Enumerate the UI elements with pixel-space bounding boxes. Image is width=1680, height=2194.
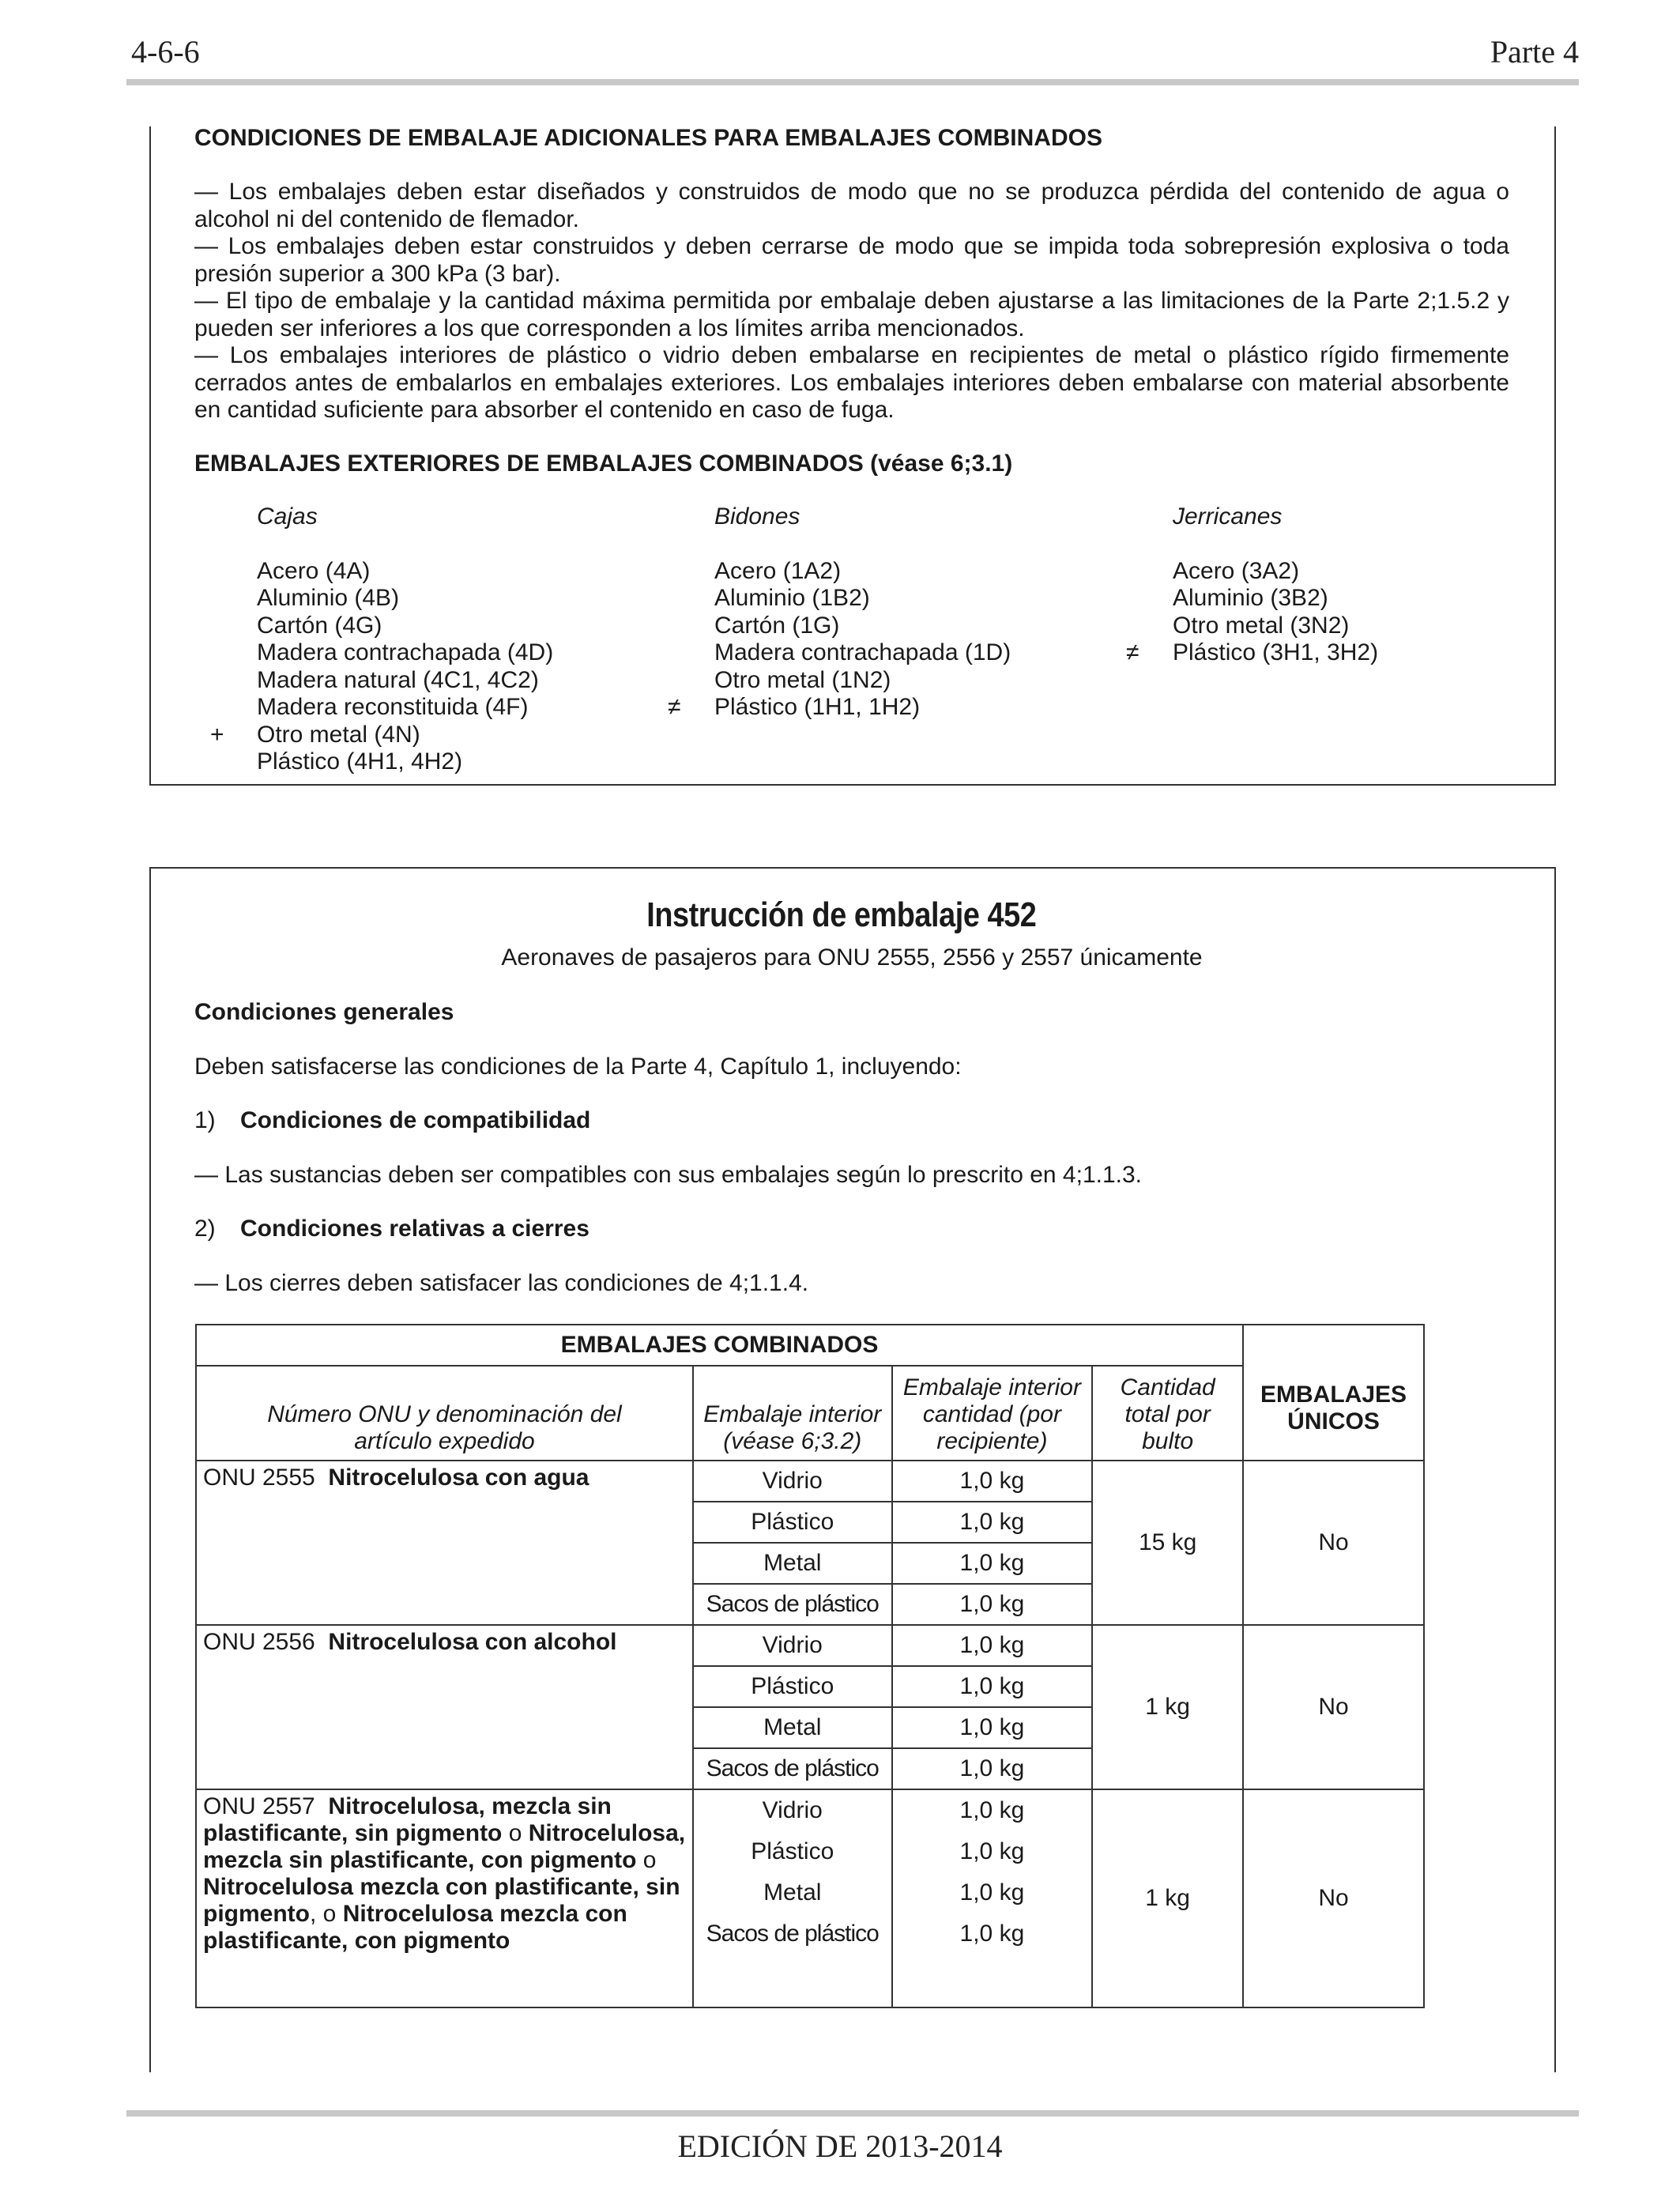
inner-packaging-cell: Metal [693, 1543, 892, 1584]
inner-packaging-cell: Metal [693, 1872, 892, 1913]
not-equal-marker: ≠ [668, 694, 681, 720]
inner-packaging-cell: Vidrio [693, 1625, 892, 1666]
packaging-table [195, 1324, 1425, 2008]
quantity-cell: 1,0 kg [892, 1913, 1093, 1955]
inner-quantity-header: Embalaje interior cantidad (por recipiente) [892, 1366, 1093, 1461]
inner-packaging-cell: Sacos de plástico [693, 1748, 892, 1789]
table-row [196, 1625, 1424, 1666]
bidones-item: Madera contrachapada (1D) [714, 639, 1011, 665]
footer-rule [126, 2110, 1579, 2117]
condition-item: — Los embalajes interiores de plástico o vidrio deben embalarse en recipientes de metal o plástico rígido firmemente cerrados antes de embalarlos en embalajes exteriores. Los embalajes interiores deben embalarse con material absorbente en cantidad suficiente para absorber el contenido en caso de fuga. [194, 342, 1509, 423]
quantity-cell: 1,0 kg [892, 1584, 1093, 1625]
proper-shipping-name: Nitrocelulosa mezcla con plastificante, sin pigmento [203, 1874, 680, 1927]
item-number: 2) [194, 1216, 216, 1242]
combined-packagings-header: EMBALAJES COMBINADOS [196, 1325, 1243, 1366]
un-column-header: Número ONU y denominación del artículo expedido [196, 1366, 693, 1461]
jerricanes-item: Plástico (3H1, 3H2) [1173, 639, 1379, 665]
total-quantity-header: Cantidad total por bulto [1092, 1366, 1243, 1461]
inner-packaging-cell: Plástico [693, 1502, 892, 1543]
condition-item: — Los embalajes deben estar construidos y deben cerrarse de modo que se impida toda sobrepresión explosiva o toda presión superior a 300 kPa (3 bar). [194, 233, 1509, 287]
empty-cell [693, 1955, 892, 2007]
un-entry [196, 1461, 693, 1625]
cajas-item: Cartón (4G) [257, 612, 382, 639]
jerricanes-item: Acero (3A2) [1173, 557, 1300, 584]
total-quantity-cell: 15 kg [1092, 1461, 1243, 1625]
jerricanes-item: Aluminio (3B2) [1173, 585, 1328, 611]
bidones-item: Cartón (1G) [714, 612, 840, 639]
proper-shipping-name: Nitrocelulosa con alcohol [328, 1629, 617, 1655]
compatibility-heading: Condiciones de compatibilidad [240, 1107, 591, 1133]
cajas-item: Otro metal (4N) [257, 721, 420, 748]
single-packaging-cell: No [1243, 1625, 1424, 1789]
closures-text: — Los cierres deben satisfacer las condiciones de 4;1.1.4. [194, 1270, 809, 1296]
condition-item: — Los embalajes deben estar diseñados y construidos de modo que no se produzca pérdida del contenido de agua o alcohol ni del contenido de flemador. [194, 179, 1509, 232]
inner-packaging-cell: Sacos de plástico [693, 1584, 892, 1625]
bidones-item: Acero (1A2) [714, 557, 842, 584]
total-quantity-cell: 1 kg [1092, 1625, 1243, 1789]
cajas-item: Madera reconstituida (4F) [257, 694, 529, 720]
cajas-title: Cajas [257, 503, 318, 530]
not-equal-marker: ≠ [1126, 639, 1139, 665]
additional-conditions-heading: CONDICIONES DE EMBALAJE ADICIONALES PARA EMBALAJES COMBINADOS [194, 125, 1102, 151]
bidones-item: Plástico (1H1, 1H2) [714, 694, 921, 720]
cajas-column [257, 503, 553, 776]
bidones-column [714, 503, 1011, 722]
empty-cell [892, 1955, 1093, 2007]
table-row [196, 1789, 1424, 1831]
instruction-title: Instrucción de embalaje 452 [646, 895, 1037, 934]
quantity-cell: 1,0 kg [892, 1748, 1093, 1789]
quantity-cell: 1,0 kg [892, 1831, 1093, 1872]
proper-shipping-name: Nitrocelulosa, mezcla sin plastificante, con pigmento [203, 1820, 686, 1873]
proper-shipping-name: Nitrocelulosa, mezcla sin plastificante, sin pigmento [203, 1793, 612, 1846]
quantity-cell: 1,0 kg [892, 1872, 1093, 1913]
edition-footer: EDICIÓN DE 2013-2014 [677, 2128, 1003, 2164]
additional-conditions-list [194, 179, 1509, 424]
un-number: ONU 2555 [203, 1465, 315, 1491]
proper-shipping-name: Nitrocelulosa mezcla con plastificante, con pigmento [203, 1901, 627, 1954]
table-header-row [196, 1366, 1424, 1461]
table-row [196, 1461, 1424, 1502]
item-number: 1) [194, 1107, 216, 1133]
connector-text: o [502, 1820, 529, 1846]
quantity-cell: 1,0 kg [892, 1666, 1093, 1707]
outer-packagings-heading: EMBALAJES EXTERIORES DE EMBALAJES COMBINADOS (véase 6;3.1) [194, 450, 1013, 477]
inner-packaging-cell: Vidrio [693, 1789, 892, 1831]
quantity-cell: 1,0 kg [892, 1543, 1093, 1584]
connector-text: , o [310, 1901, 343, 1927]
single-packagings-header: EMBALAJES ÚNICOS [1243, 1325, 1424, 1461]
general-conditions-intro: Deben satisfacerse las condiciones de la Parte 4, Capítulo 1, incluyendo: [194, 1054, 962, 1080]
proper-shipping-name: Nitrocelulosa con agua [328, 1465, 590, 1491]
page-number: 4-6-6 [131, 34, 200, 70]
jerricanes-column [1173, 503, 1378, 667]
instruction-subtitle: Aeronaves de pasajeros para ONU 2555, 2556 y 2557 únicamente [501, 944, 1203, 971]
bidones-item: Aluminio (1B2) [714, 585, 870, 611]
compatibility-text: — Las sustancias deben ser compatibles con sus embalajes según lo prescrito en 4;1.1.3. [194, 1162, 1143, 1188]
cajas-item: Madera contrachapada (4D) [257, 639, 554, 665]
total-quantity-cell: 1 kg [1092, 1789, 1243, 2007]
un-number: ONU 2557 [203, 1793, 315, 1819]
header-rule [126, 79, 1579, 85]
table-header-row [196, 1325, 1424, 1366]
single-packaging-cell: No [1243, 1789, 1424, 2007]
inner-packaging-cell: Vidrio [693, 1461, 892, 1502]
bidones-item: Otro metal (1N2) [714, 666, 891, 693]
general-conditions-heading: Condiciones generales [194, 999, 454, 1025]
cajas-item: Plástico (4H1, 4H2) [257, 748, 463, 775]
cajas-item: Acero (4A) [257, 557, 371, 584]
un-number: ONU 2556 [203, 1629, 315, 1655]
quantity-cell: 1,0 kg [892, 1707, 1093, 1748]
connector-text: o [636, 1847, 657, 1873]
plus-marker: + [210, 722, 224, 748]
inner-packaging-cell: Sacos de plástico [693, 1913, 892, 1955]
part-label: Parte 4 [1490, 34, 1579, 70]
quantity-cell: 1,0 kg [892, 1789, 1093, 1831]
single-packaging-cell: No [1243, 1461, 1424, 1625]
inner-packaging-header: Embalaje interior (véase 6;3.2) [693, 1366, 892, 1461]
cajas-item: Aluminio (4B) [257, 585, 400, 611]
cajas-item: Madera natural (4C1, 4C2) [257, 666, 539, 693]
bidones-title: Bidones [714, 503, 800, 530]
un-entry [196, 1625, 693, 1789]
inner-packaging-cell: Plástico [693, 1666, 892, 1707]
jerricanes-item: Otro metal (3N2) [1173, 612, 1350, 639]
jerricanes-title: Jerricanes [1173, 503, 1283, 530]
un-entry [196, 1789, 693, 2007]
inner-packaging-cell: Metal [693, 1707, 892, 1748]
condition-item: — El tipo de embalaje y la cantidad máxima permitida por embalaje deben ajustarse a las limitaciones de la Parte 2;1.5.2 y pueden ser inferiores a los que corresponden a los límites arriba mencionados. [194, 288, 1509, 341]
quantity-cell: 1,0 kg [892, 1625, 1093, 1666]
inner-packaging-cell: Plástico [693, 1831, 892, 1872]
quantity-cell: 1,0 kg [892, 1502, 1093, 1543]
quantity-cell: 1,0 kg [892, 1461, 1093, 1502]
closures-heading: Condiciones relativas a cierres [240, 1216, 590, 1242]
